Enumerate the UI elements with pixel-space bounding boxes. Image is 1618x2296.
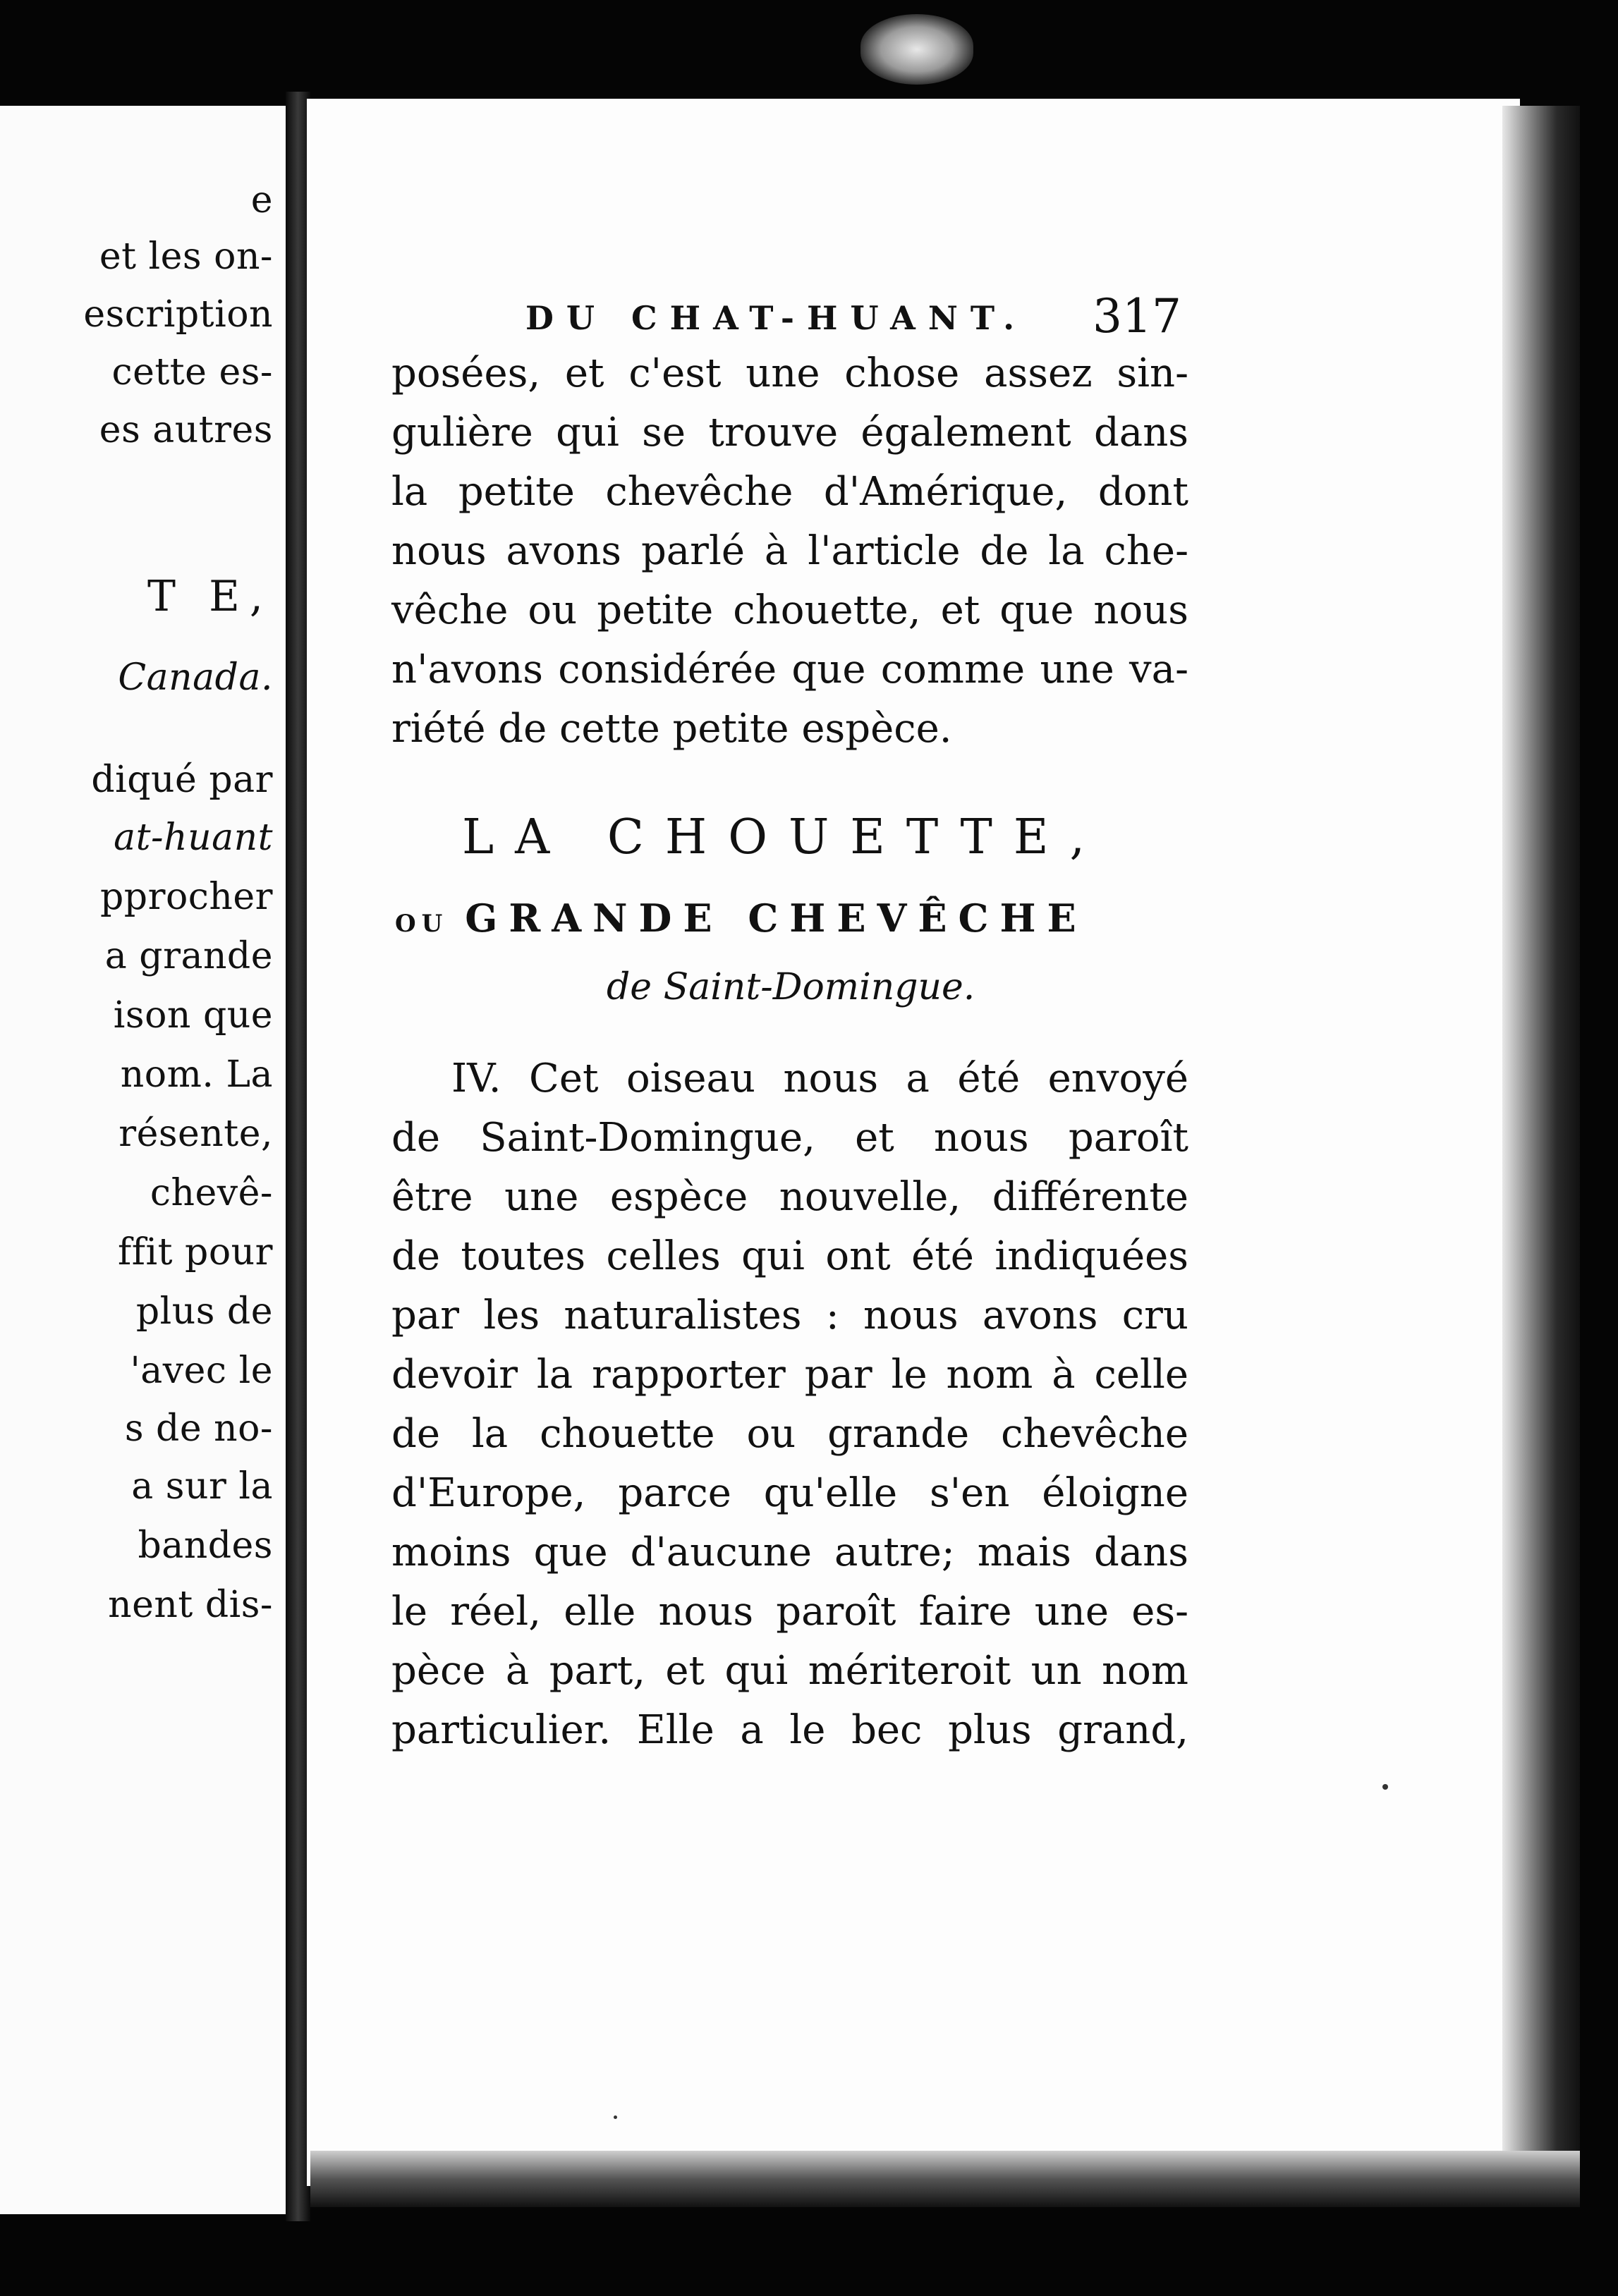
text-line: particulier. Elle a le bec plus grand,	[391, 1707, 1188, 1753]
subheading-ou: OU	[395, 910, 449, 938]
text-line: de la chouette ou grande chevêche	[391, 1411, 1188, 1457]
running-head	[525, 289, 1196, 343]
text-line: IV. Cet oiseau nous a été envoyé	[451, 1056, 1188, 1101]
text-line: vêche ou petite chouette, et que nous	[391, 587, 1188, 633]
text-line: pèce à part, et qui mériteroit un nom	[391, 1648, 1188, 1694]
text-line: d'Europe, parce qu'elle s'en éloigne	[391, 1470, 1188, 1516]
subheading-text: GRANDE CHEVÊCHE	[465, 896, 1088, 941]
text-line: moins que d'aucune autre; mais dans	[391, 1529, 1188, 1575]
left-page-line: pprocher	[100, 876, 273, 918]
text-line: gulière qui se trouve également dans	[391, 410, 1188, 456]
text-line: de Saint-Domingue, et nous paroît	[391, 1115, 1188, 1161]
text-line: par les naturalistes : nous avons cru	[391, 1293, 1188, 1338]
left-page-line: et les on-	[99, 236, 273, 278]
text-line: de toutes celles qui ont été indiquées	[391, 1233, 1188, 1279]
page-edge	[1502, 106, 1580, 2165]
left-page-line: escription	[83, 293, 273, 336]
section-heading: LA CHOUETTE,	[462, 810, 1107, 865]
text-line: nous avons parlé à l'article de la che-	[391, 528, 1188, 574]
text-line: la petite chevêche d'Amérique, dont	[391, 469, 1188, 515]
left-page-line: a sur la	[131, 1465, 273, 1508]
text-line: riété de cette petite espèce.	[391, 706, 952, 752]
left-page-line: résente,	[118, 1113, 273, 1155]
left-page-line: es autres	[99, 409, 273, 451]
text-line: posées, et c'est une chose assez sin-	[391, 350, 1188, 396]
left-page-line: at-huant	[114, 817, 273, 859]
text-line: le réel, elle nous paroît faire une es-	[391, 1589, 1188, 1635]
left-page-line: chevê-	[150, 1172, 273, 1214]
left-page-line: s de no-	[124, 1407, 273, 1450]
left-page-line: T E,	[147, 572, 273, 621]
left-page-line: diqué par	[91, 759, 273, 801]
left-page-line: e	[250, 179, 273, 221]
left-facing-page	[0, 106, 290, 2214]
dust-speck	[1382, 1784, 1388, 1790]
left-page-line: nom. La	[120, 1054, 273, 1096]
left-page-line: nent dis-	[108, 1584, 273, 1626]
page-number: 317	[1093, 289, 1181, 343]
left-page-line: Canada.	[118, 657, 273, 699]
left-page-line: a grande	[104, 935, 273, 977]
left-page-line: ison que	[113, 994, 273, 1037]
text-line: n'avons considérée que comme une va-	[391, 647, 1188, 692]
left-page-line: bandes	[138, 1525, 273, 1567]
running-title: DU CHAT-HUANT.	[525, 299, 1028, 337]
left-page-line: cette es-	[111, 351, 273, 393]
left-page-line: 'avec le	[130, 1350, 273, 1392]
left-page-line: plus de	[135, 1290, 273, 1333]
bottom-edge	[310, 2151, 1580, 2207]
section-place: de Saint-Domingue.	[607, 966, 975, 1008]
left-page-line: ffit pour	[118, 1231, 273, 1274]
binding-clip	[860, 14, 973, 85]
text-line: devoir la rapporter par le nom à celle	[391, 1352, 1188, 1398]
text-line: être une espèce nouvelle, différente	[391, 1174, 1188, 1220]
section-subheading	[395, 896, 1192, 941]
dust-speck	[614, 2115, 617, 2119]
